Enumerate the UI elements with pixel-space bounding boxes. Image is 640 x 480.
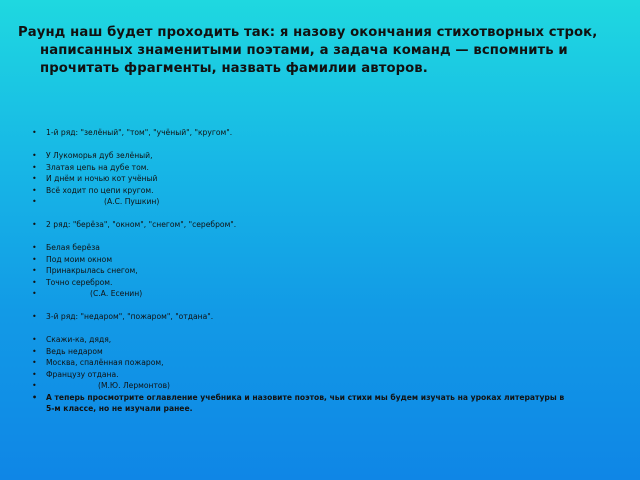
list-item: • 3-й ряд: "недаром", "пожаром", "отдана". — [32, 311, 612, 323]
list-item: • Скажи-ка, дядя, — [32, 334, 612, 346]
list-item: • Принакрылась снегом, — [32, 265, 612, 277]
slide-title: Раунд наш будет проходить так: я назову окончания стихотворных строк, написанных знаменитыми поэтами, а задача команд — вспомнить и прочитать фрагменты, назвать фамилии авторов. — [18, 25, 598, 76]
author-line: • (А.С. Пушкин) — [32, 196, 612, 208]
author-line: • (М.Ю. Лермонтов) — [32, 380, 612, 392]
list-item: • Белая берёза — [32, 242, 612, 254]
list-item: • Под моим окном — [32, 254, 612, 266]
author-line: • (С.А. Есенин) — [32, 288, 612, 300]
list-item: • Французу отдана. — [32, 369, 612, 381]
final-instruction: • А теперь просмотрите оглавление учебника и назовите поэтов, чьи стихи мы будем изучать на уроках литературы в 5-м классе, но не изучали ранее. — [32, 392, 612, 415]
list-item: • 1-й ряд: "зелёный", "том", "учёный", "кругом". — [32, 127, 612, 139]
list-spacer — [32, 139, 612, 151]
list-item: • И днём и ночью кот учёный — [32, 173, 612, 185]
list-item: • Всё ходит по цепи кругом. — [32, 185, 612, 197]
list-spacer — [32, 231, 612, 243]
list-item: • Точно серебром. — [32, 277, 612, 289]
list-spacer — [32, 323, 612, 335]
list-item: • Москва, спалённая пожаром, — [32, 357, 612, 369]
list-item: • У Лукоморья дуб зелёный, — [32, 150, 612, 162]
list-spacer — [32, 300, 612, 312]
list-item: • Златая цепь на дубе том. — [32, 162, 612, 174]
list-item: • 2 ряд: "берёза", "окном", "снегом", "серебром". — [32, 219, 612, 231]
list-item: • Ведь недаром — [32, 346, 612, 358]
content-list — [32, 127, 612, 415]
list-spacer — [32, 208, 612, 220]
